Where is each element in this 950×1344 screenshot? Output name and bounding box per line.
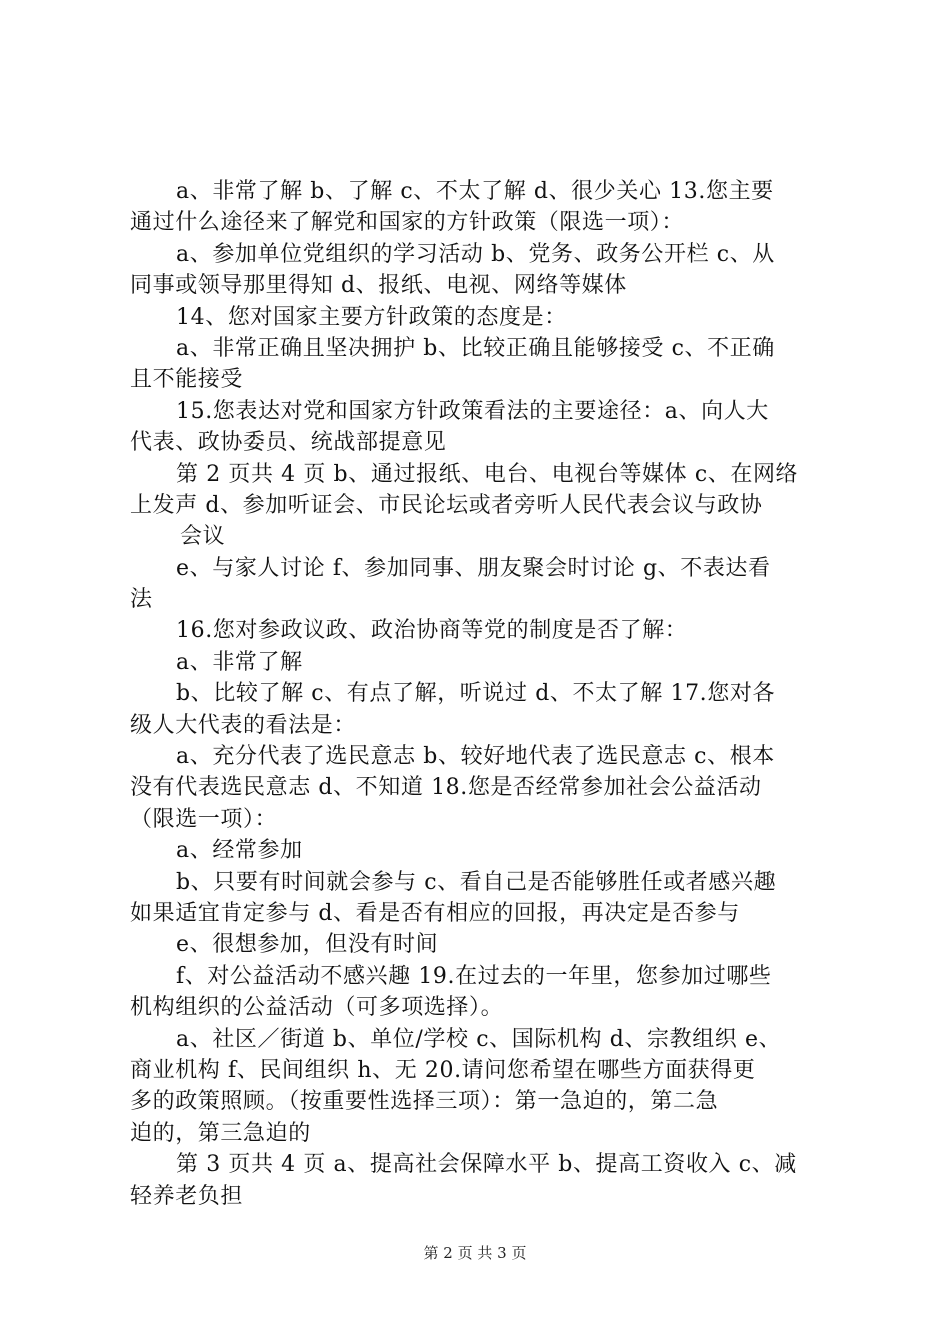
text-line: 没有代表选民意志 d、不知道 18.您是否经常参加社会公益活动 [130, 775, 762, 801]
text-line: 商业机构 f、民间组织 h、无 20.请问您希望在哪些方面获得更 [130, 1057, 756, 1083]
text-line: 代表、政协委员、统战部提意见 [130, 430, 447, 456]
text-line: b、比较了解 c、有点了解，听说过 d、不太了解 17.您对各 [176, 681, 776, 707]
text-line: e、与家人讨论 f、参加同事、朋友聚会时讨论 g、不表达看 [176, 555, 771, 581]
text-line: 多的政策照顾。（按重要性选择三项）：第一急迫的，第二急 [130, 1089, 719, 1115]
text-line: b、只要有时间就会参与 c、看自己是否能够胜任或者感兴趣 [176, 869, 777, 895]
text-line: 如果适宜肯定参与 d、看是否有相应的回报，再决定是否参与 [130, 900, 740, 926]
text-line: 16.您对参政议政、政治协商等党的制度是否了解： [176, 618, 688, 644]
text-line: a、经常参加 [176, 838, 303, 864]
text-line: 上发声 d、参加听证会、市民论坛或者旁听人民代表会议与政协 [130, 492, 763, 518]
text-line: 法 [130, 587, 153, 613]
text-line: 迫的，第三急迫的 [130, 1120, 311, 1146]
text-line: a、社区／街道 b、单位/学校 c、国际机构 d、宗教组织 e、 [176, 1026, 782, 1052]
text-line: a、参加单位党组织的学习活动 b、党务、政务公开栏 c、从 [176, 241, 775, 267]
text-line: 15.您表达对党和国家方针政策看法的主要途径：a、向人大 [176, 398, 769, 424]
text-line: a、非常正确且坚决拥护 b、比较正确且能够接受 c、不正确 [176, 335, 775, 361]
text-line: 会议 [180, 524, 226, 550]
text-line: a、非常了解 [176, 649, 303, 675]
text-line: 第 2 页共 4 页 b、通过报纸、电台、电视台等媒体 c、在网络 [176, 461, 799, 487]
text-line: a、非常了解 b、了解 c、不太了解 d、很少关心 13.您主要 [176, 179, 774, 204]
text-line: 且不能接受 [130, 367, 244, 393]
text-line: 通过什么途径来了解党和国家的方针政策（限选一项）： [130, 210, 685, 236]
text-line: 级人大代表的看法是： [130, 712, 357, 738]
page-number-label: 第 2 页 共 3 页 [423, 1244, 527, 1262]
text-line: （限选一项）： [130, 806, 278, 832]
text-line: 机构组织的公益活动（可多项选择）。 [130, 995, 504, 1021]
text-line: 第 3 页共 4 页 a、提高社会保障水平 b、提高工资收入 c、减 [176, 1152, 797, 1178]
text-line: f、对公益活动不感兴趣 19.在过去的一年里，您参加过哪些 [176, 963, 772, 989]
text-line: 同事或领导那里得知 d、报纸、电视、网络等媒体 [130, 273, 627, 299]
text-line: 轻养老负担 [130, 1183, 244, 1209]
text-line: e、很想参加，但没有时间 [176, 932, 439, 958]
page-footer [0, 1243, 950, 1263]
text-line: a、充分代表了选民意志 b、较好地代表了选民意志 c、根本 [176, 744, 775, 770]
document-body [130, 176, 830, 1212]
text-line: 14、您对国家主要方针政策的态度是： [176, 304, 567, 330]
